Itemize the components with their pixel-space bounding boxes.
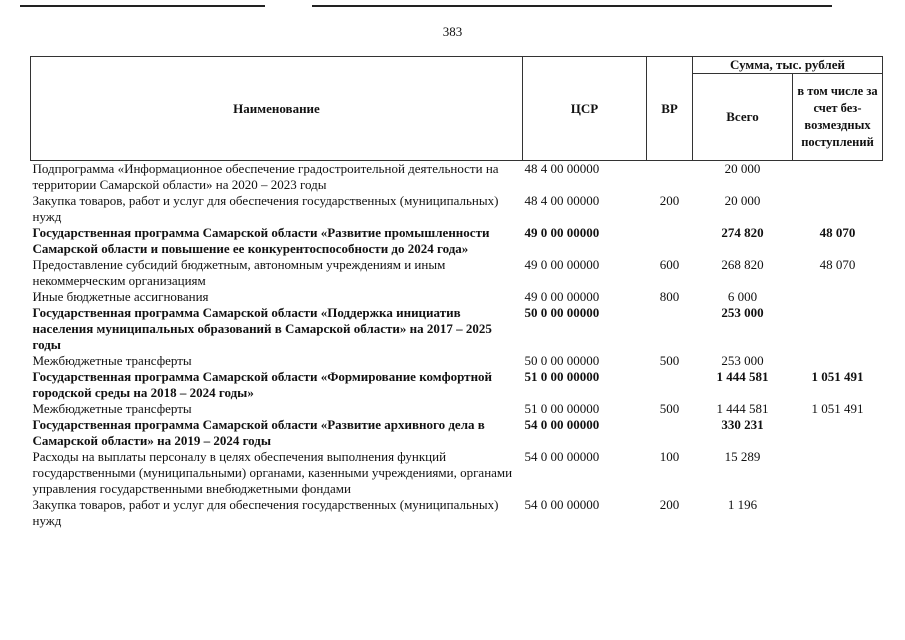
cell-total: 330 231 bbox=[721, 417, 764, 432]
cell-vr: 800 bbox=[659, 289, 680, 304]
cell-total: 20 000 bbox=[724, 193, 761, 208]
cell-name: Государственная программа Самарской области «Формирование комфортной городской среды на 2018 – 2024 годы» bbox=[32, 369, 493, 400]
cell-vr: 100 bbox=[659, 449, 680, 464]
cell-total: 274 820 bbox=[721, 225, 764, 240]
cell-csr: 54 0 00 00000 bbox=[524, 497, 600, 512]
table-row bbox=[31, 353, 883, 369]
cell-incl bbox=[793, 353, 883, 369]
table-row bbox=[31, 193, 883, 225]
cell-incl bbox=[793, 305, 883, 353]
cell-incl bbox=[793, 449, 883, 497]
cell-name: Закупка товаров, работ и услуг для обеспечения государственных (муниципальных) нужд bbox=[32, 497, 499, 528]
table-row bbox=[31, 449, 883, 497]
cell-vr bbox=[647, 305, 693, 353]
cell-vr: 600 bbox=[659, 257, 680, 272]
cell-incl: 1 051 491 bbox=[811, 401, 864, 416]
page-number: 383 bbox=[442, 24, 463, 39]
cell-total: 253 000 bbox=[721, 353, 764, 368]
cell-incl bbox=[793, 289, 883, 305]
cell-incl: 1 051 491 bbox=[811, 369, 864, 384]
cell-csr: 49 0 00 00000 bbox=[524, 225, 600, 240]
table-row bbox=[31, 401, 883, 417]
cell-name: Подпрограмма «Информационное обеспечение градостроительной деятельности на территории Самарской области» на 2020 – 2023 годы bbox=[32, 161, 499, 192]
table-row bbox=[31, 289, 883, 305]
header-vr: ВР bbox=[647, 57, 693, 161]
cell-total: 268 820 bbox=[721, 257, 764, 272]
cell-total: 1 444 581 bbox=[716, 369, 769, 384]
cell-vr: 500 bbox=[659, 401, 680, 416]
cell-name: Предоставление субсидий бюджетным, автономным учреждениям и иным некоммерческим организациям bbox=[32, 257, 446, 288]
cell-total: 1 444 581 bbox=[716, 401, 769, 416]
cell-name: Иные бюджетные ассигнования bbox=[32, 289, 209, 304]
header-total: Всего bbox=[693, 74, 793, 161]
cell-vr bbox=[647, 161, 693, 194]
cell-vr: 200 bbox=[659, 497, 680, 512]
cell-csr: 51 0 00 00000 bbox=[524, 369, 600, 384]
cell-name: Межбюджетные трансферты bbox=[32, 401, 192, 416]
table-row bbox=[31, 369, 883, 401]
cell-csr: 54 0 00 00000 bbox=[524, 449, 600, 464]
cell-total: 15 289 bbox=[724, 449, 761, 464]
cell-name: Государственная программа Самарской области «Развитие архивного дела в Самарской области» на 2019 – 2024 годы bbox=[32, 417, 485, 448]
cell-incl bbox=[793, 161, 883, 194]
cell-vr bbox=[647, 225, 693, 257]
table-row bbox=[31, 305, 883, 353]
cell-vr bbox=[647, 417, 693, 449]
cell-name: Расходы на выплаты персоналу в целях обеспечения выполнения функций государственными (муниципальными) органами, казенными учреждениями, органами управления государственными внебюджетными фондами bbox=[32, 449, 513, 496]
cell-incl bbox=[793, 417, 883, 449]
cell-csr: 51 0 00 00000 bbox=[524, 401, 600, 416]
cell-csr: 49 0 00 00000 bbox=[524, 257, 600, 272]
scan-line-left bbox=[20, 5, 265, 7]
table-header bbox=[31, 57, 883, 161]
budget-table bbox=[30, 56, 883, 529]
scan-line-right bbox=[312, 5, 832, 7]
cell-total: 1 196 bbox=[727, 497, 758, 512]
cell-incl bbox=[793, 497, 883, 529]
cell-name: Межбюджетные трансферты bbox=[32, 353, 192, 368]
table-row bbox=[31, 417, 883, 449]
cell-name: Государственная программа Самарской области «Развитие промышленности Самарской области и повышение ее конкурентоспособности до 2024 года» bbox=[32, 225, 490, 256]
cell-csr: 54 0 00 00000 bbox=[524, 417, 600, 432]
table-row bbox=[31, 497, 883, 529]
table-body bbox=[31, 161, 883, 530]
header-sum-group: Сумма, тыс. рублей bbox=[693, 57, 883, 74]
cell-name: Государственная программа Самарской области «Поддержка инициатив населения муниципальных образований в Самарской области» на 2017 – 2025 годы bbox=[32, 305, 492, 352]
cell-csr: 48 4 00 00000 bbox=[524, 161, 600, 176]
table-row bbox=[31, 257, 883, 289]
cell-vr bbox=[647, 369, 693, 401]
table-row bbox=[31, 161, 883, 194]
cell-total: 6 000 bbox=[727, 289, 758, 304]
header-including: в том числе за счет безвозмездных поступлений bbox=[793, 74, 883, 161]
cell-total: 253 000 bbox=[721, 305, 764, 320]
header-name: Наименование bbox=[31, 57, 523, 161]
cell-incl bbox=[793, 193, 883, 225]
cell-vr: 200 bbox=[659, 193, 680, 208]
cell-csr: 48 4 00 00000 bbox=[524, 193, 600, 208]
cell-name: Закупка товаров, работ и услуг для обеспечения государственных (муниципальных) нужд bbox=[32, 193, 499, 224]
cell-incl: 48 070 bbox=[819, 225, 856, 240]
cell-incl: 48 070 bbox=[819, 257, 856, 272]
cell-csr: 50 0 00 00000 bbox=[524, 353, 600, 368]
cell-vr: 500 bbox=[659, 353, 680, 368]
cell-total: 20 000 bbox=[724, 161, 761, 176]
cell-csr: 49 0 00 00000 bbox=[524, 289, 600, 304]
cell-csr: 50 0 00 00000 bbox=[524, 305, 600, 320]
table-row bbox=[31, 225, 883, 257]
header-csr: ЦСР bbox=[523, 57, 647, 161]
